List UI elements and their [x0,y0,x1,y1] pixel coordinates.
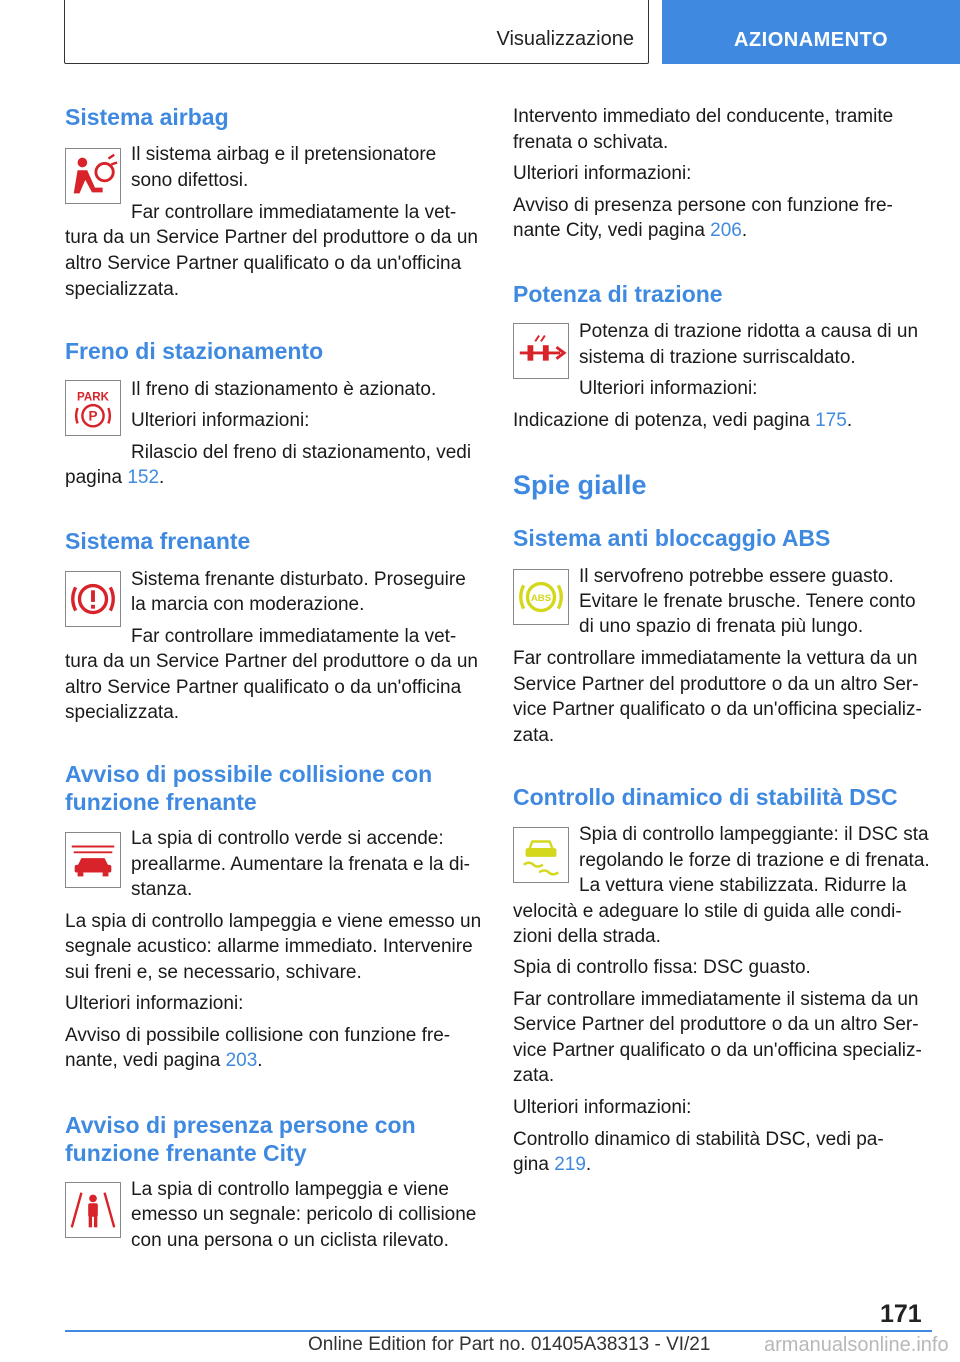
dsc-line-12: Controllo dinamico di stabilità DSC, vedi pa- [513,1129,884,1150]
section-title-person-line-1: Avviso di presenza persone con [65,1112,416,1138]
collision-line-8: Avviso di possibile collisione con funzione fre- [65,1025,451,1046]
dsc-line-3: La vettura viene stabilizzata. Ridurre la [579,875,907,896]
dsc-icon [513,827,569,883]
section-title-abs: Sistema anti bloccaggio ABS [513,525,831,551]
dsc-line-4: velocità e adeguare lo stile di guida alle condi- [513,901,902,922]
person-cont-line-4: Avviso di presenza persone con funzione fre- [513,195,893,216]
dsc-line-6: Spia di controllo fissa: DSC guasto. [513,957,811,978]
person-cont-line-2: frenata o schivata. [513,132,669,153]
traction-line-2: sistema di trazione surriscaldato. [579,347,856,368]
collision-line-6: sui freni e, se necessario, schivare. [65,962,362,983]
svg-text:P: P [88,408,98,424]
person-line-2: emesso un segnale: pericolo di collisione [131,1204,477,1225]
airbag-line-4: tura da un Service Partner del produttore o da un [65,227,478,248]
dsc-line-5: zioni della strada. [513,926,661,947]
airbag-line-1: Il sistema airbag e il pretensionatore [131,144,437,165]
traction-line-4: Indicazione di potenza, vedi pagina 175. [513,410,853,431]
traction-line-1: Potenza di trazione ridotta a causa di un [579,321,919,342]
abs-line-1: Il servofreno potrebbe essere guasto. [579,566,894,587]
collision-line-5: segnale acustico: allarme immediato. Intervenire [65,936,473,957]
dsc-line-7: Far controllare immediatamente il sistema da un [513,989,919,1010]
abs-icon-text: ABS [530,592,552,604]
brake-line-2: la marcia con moderazione. [131,594,365,615]
abs-line-7: zata. [513,725,555,746]
person-line-1: La spia di controllo lampeggia e viene [131,1179,449,1200]
footer-divider [65,1330,932,1332]
person-line-3: con una persona o un ciclista rilevato. [131,1230,449,1251]
airbag-line-3: Far controllare immediatamente la vet- [131,202,457,223]
page-link-219[interactable]: 219 [554,1154,586,1175]
brake-line-3: Far controllare immediatamente la vet- [131,626,457,647]
parking-line-4: pagina 152. [65,467,165,488]
section-title-traction: Potenza di trazione [513,281,723,307]
parking-line-2: Ulteriori informazioni: [131,410,310,431]
person-warning-icon [65,1182,121,1238]
page-number: 171 [880,1300,922,1328]
abs-line-6: vice Partner qualificato o da un'officina specializ- [513,699,922,720]
section-title-parking-brake: Freno di stazionamento [65,338,324,364]
brake-line-5: altro Service Partner qualificato o da un'officina [65,677,462,698]
dsc-line-10: zata. [513,1065,555,1086]
section-title-airbag: Sistema airbag [65,104,229,130]
park-brake-icon [65,380,121,436]
abs-line-3: di uno spazio di frenata più lungo. [579,616,864,637]
collision-warning-icon [65,832,121,888]
page-link-175[interactable]: 175 [815,410,847,431]
page-link-152[interactable]: 152 [127,467,160,488]
collision-line-1: La spia di controllo verde si accende: [131,828,444,849]
collision-line-3: stanza. [131,879,193,900]
header-section-box [64,0,649,64]
section-title-collision-line-2: funzione frenante [65,789,257,815]
dsc-line-9: vice Partner qualificato o da un'officina specializ- [513,1040,922,1061]
airbag-line-2: sono difettosi. [131,170,249,191]
airbag-line-5: altro Service Partner qualificato o da un'officina [65,253,462,274]
collision-line-2: preallarme. Aumentare la frenata e la di- [131,854,471,875]
dsc-line-8: Service Partner del produttore o da un altro Ser- [513,1014,919,1035]
brake-line-4: tura da un Service Partner del produttore o da un [65,651,478,672]
chapter-title-yellow-lights: Spie gialle [513,470,647,500]
dsc-line-2: regolando le forze di trazione e di frenata. [579,850,930,871]
drivetrain-icon [513,323,569,379]
dsc-line-13: gina 219. [513,1154,592,1175]
airbag-warning-icon [65,148,121,204]
section-title-person-line-2: funzione frenante City [65,1140,307,1166]
brake-line-1: Sistema frenante disturbato. Proseguire [131,569,466,590]
parking-line-1: Il freno di stazionamento è azionato. [131,379,437,400]
dsc-line-11: Ulteriori informazioni: [513,1097,692,1118]
park-brake-icon-text: PARK [77,391,109,404]
abs-line-5: Service Partner del produttore o da un altro Ser- [513,674,919,695]
page-link-206[interactable]: 206 [710,220,742,241]
abs-line-4: Far controllare immediatamente la vettura da un [513,648,918,669]
collision-line-7: Ulteriori informazioni: [65,993,244,1014]
airbag-line-6: specializzata. [65,279,180,300]
page-link-203[interactable]: 203 [225,1050,258,1071]
brake-system-icon [65,571,121,627]
person-cont-line-5: nante City, vedi pagina 206. [513,220,748,241]
dsc-line-1: Spia di controllo lampeggiante: il DSC sta [579,824,929,845]
traction-line-3: Ulteriori informazioni: [579,378,758,399]
abs-icon [513,569,569,625]
header-section-title: Visualizzazione [496,28,634,50]
header-chapter-tab[interactable] [662,0,960,64]
parking-line-3: Rilascio del freno di stazionamento, vedi [131,442,472,463]
section-title-brake-system: Sistema frenante [65,528,251,554]
person-cont-line-1: Intervento immediato del conducente, tramite [513,106,894,127]
collision-line-9: nante, vedi pagina 203. [65,1050,263,1071]
section-title-dsc: Controllo dinamico di stabilità DSC [513,784,898,810]
footer-edition: Online Edition for Part no. 01405A38313 - VI/21 [308,1334,711,1355]
abs-line-2: Evitare le frenate brusche. Tenere conto [579,591,916,612]
header-chapter-title: AZIONAMENTO [733,29,888,51]
watermark: armanualsonline.info [764,1334,949,1356]
section-title-collision-line-1: Avviso di possibile collisione con [65,761,433,787]
person-cont-line-3: Ulteriori informazioni: [513,163,692,184]
brake-line-6: specializzata. [65,702,180,723]
collision-line-4: La spia di controllo lampeggia e viene emesso un [65,911,482,932]
